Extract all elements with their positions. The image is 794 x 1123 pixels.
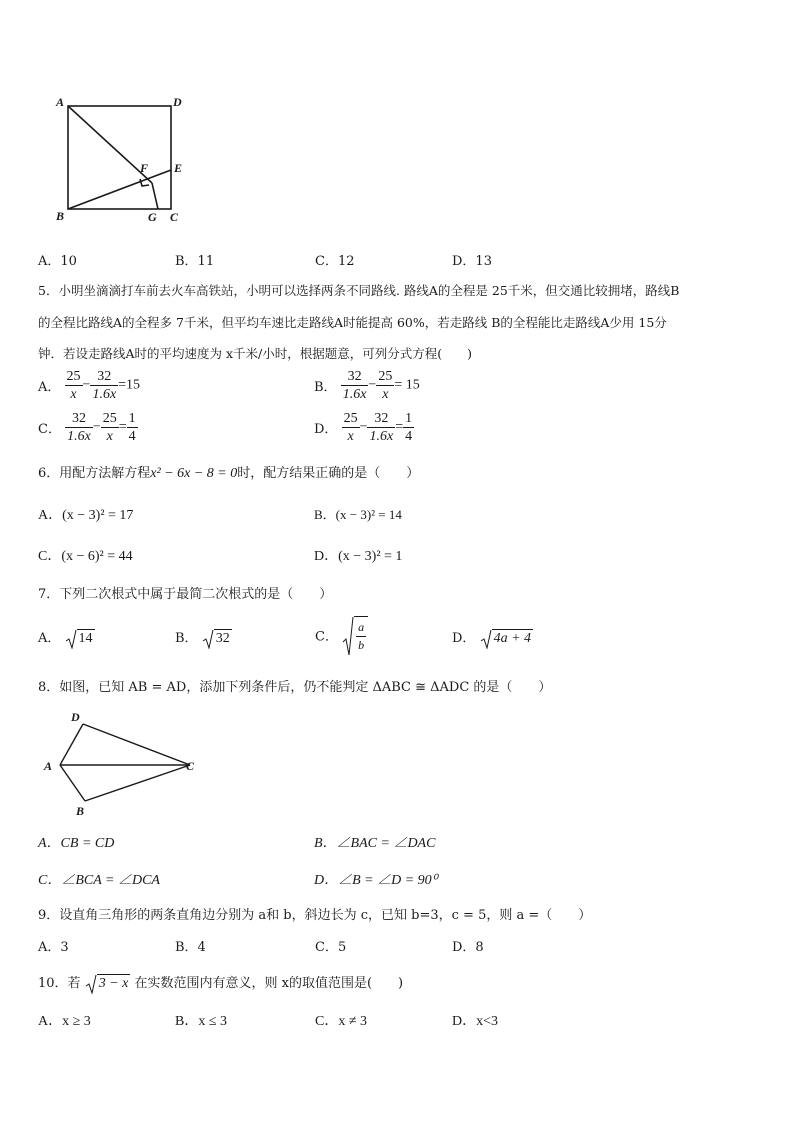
q4-option-d[interactable]: D．13 (452, 254, 492, 269)
q9-option-b[interactable]: B．4 (175, 940, 206, 955)
numerator: 32 (341, 368, 369, 386)
denominator: 1.6x (67, 429, 91, 444)
q4-option-c[interactable]: C．12 (315, 254, 355, 269)
q8-option-d[interactable]: D．∠B = ∠D = 90⁰ (314, 873, 438, 888)
option-letter: A． (38, 631, 61, 646)
q7-option-d[interactable] (452, 627, 533, 647)
sqrt-32 (202, 629, 232, 647)
q10-stem (38, 972, 403, 992)
option-letter: C． (38, 422, 61, 437)
numerator: a (356, 619, 366, 637)
q5-option-d[interactable]: D． $\frac{25}{x}$ − $\frac{32}{1.6x}$ = $\frac{1}{4}$ (314, 411, 413, 444)
denominator: 4 (405, 429, 413, 444)
denominator: 1.6x (342, 387, 367, 402)
option-letter: B． (175, 631, 198, 646)
option-letter: B． (314, 380, 337, 395)
sqrt-3-minus-x (85, 974, 131, 992)
numerator: 32 (90, 368, 118, 386)
q7-option-a[interactable] (38, 627, 95, 647)
q10-stem-tail: 在实数范围内有意义，则 x的取值范围是( ) (134, 976, 404, 991)
radicand: 32 (215, 631, 230, 646)
q8-option-b[interactable]: B．∠BAC = ∠DAC (314, 836, 436, 851)
option-letter: C． (315, 629, 338, 645)
label-A: A (56, 95, 65, 109)
q6-stem-text: 6．用配方法解方程 (38, 466, 151, 481)
label-G: G (148, 210, 157, 224)
denominator: 1.6x (369, 429, 394, 444)
q6-option-b[interactable]: B．(x − 3)² = 14 (314, 507, 402, 522)
q9-option-d[interactable]: D．8 (452, 940, 484, 955)
denominator: x (106, 429, 113, 444)
denominator: x (347, 429, 354, 444)
q5-option-b[interactable]: B． $\frac{32}{1.6x}$ − $\frac{25}{x}$ = 15 (314, 369, 420, 402)
sqrt-4a-plus-4 (480, 629, 533, 647)
q10-option-b[interactable]: B．x ≤ 3 (175, 1014, 228, 1029)
q7-option-c[interactable] (315, 616, 368, 654)
q7-stem: 7．下列二次根式中属于最简二次根式的是（ ） (38, 587, 333, 602)
q5-option-c[interactable]: C． $\frac{32}{1.6x}$ − $\frac{25}{x}$ = $\frac{1}{4}$ (38, 411, 136, 444)
q6-option-a[interactable]: A．(x − 3)² = 17 (38, 508, 134, 523)
radicand: 14 (78, 631, 93, 646)
q9-option-c[interactable]: C．5 (315, 940, 347, 955)
q9-option-a[interactable]: A．3 (38, 940, 69, 955)
q7-option-b[interactable] (175, 627, 232, 647)
q5-stem-line3: 钟．若设走路线A时的平均速度为 x千米/小时，根据题意，可列分式方程( ) (38, 346, 473, 361)
q4-option-b[interactable]: B．11 (175, 254, 215, 269)
q8-option-a[interactable]: A．CB = CD (38, 836, 115, 851)
square-figure (52, 92, 202, 227)
q8-option-c[interactable]: C．∠BCA = ∠DCA (38, 873, 160, 888)
rhs: =15 (118, 377, 141, 393)
numerator: 32 (65, 410, 93, 428)
label-A: A (44, 759, 53, 773)
numerator: 25 (343, 411, 358, 426)
label-D: D (71, 710, 80, 724)
numerator: 25 (66, 369, 81, 384)
q6-equation: x² − 6x − 8 = 0 (150, 466, 238, 481)
label-C: C (170, 210, 179, 224)
label-C: C (186, 759, 195, 773)
q5-stem-line2: 的全程比路线A的全程多 7千米，但平均车速比走路线A时能提高 60%，若走路线 B的全程能比走路线A少用 15分 (38, 315, 667, 330)
radicand: 3 − x (98, 976, 129, 991)
numerator: 1 (128, 411, 136, 426)
label-B: B (56, 209, 65, 223)
q6-stem-tail: 时，配方结果正确的是（ ） (237, 466, 420, 481)
numerator: 32 (367, 410, 395, 428)
denominator: x (70, 387, 77, 402)
radicand: 4a + 4 (493, 631, 532, 646)
q10-option-a[interactable]: A．x ≥ 3 (38, 1014, 91, 1029)
q10-option-c[interactable]: C．x ≠ 3 (315, 1014, 368, 1029)
option-letter: D． (314, 422, 338, 437)
sqrt-14 (65, 629, 95, 647)
numerator: 1 (405, 411, 413, 426)
q9-stem: 9．设直角三角形的两条直角边分别为 a和 b，斜边长为 c，已知 b=3，c = 5，则 a =（ ） (38, 908, 592, 923)
q10-stem-text: 10．若 (38, 976, 81, 991)
option-letter: D． (452, 631, 476, 646)
denominator: 1.6x (92, 387, 117, 402)
label-B: B (76, 804, 85, 818)
q10-option-d[interactable]: D．x<3 (452, 1014, 499, 1029)
q6-option-c[interactable]: C．(x − 6)² = 44 (38, 549, 133, 564)
option-letter: A． (38, 380, 61, 395)
q5-option-a[interactable]: A． $\frac{25}{x}$ − $\frac{32}{1.6x}$ =15 (38, 369, 141, 402)
q8-stem: 8．如图，已知 AB = AD，添加下列条件后，仍不能判定 ΔABC ≅ ΔADC 的是（ ） (38, 680, 552, 695)
numerator: 25 (378, 369, 393, 384)
denominator: b (358, 638, 365, 652)
q6-stem (38, 462, 419, 482)
label-F: F (140, 161, 149, 175)
q4-option-a[interactable]: A．10 (38, 254, 77, 269)
rhs: = 15 (394, 377, 420, 393)
numerator: 25 (102, 411, 117, 426)
q5-stem-line1: 5．小明坐滴滴打车前去火车高铁站，小明可以选择两条不同路线. 路线A的全程是 25千米，但交通比较拥堵，路线B (38, 283, 680, 298)
denominator: 4 (128, 429, 136, 444)
sqrt-fraction (342, 616, 368, 654)
label-E: E (174, 161, 183, 175)
q6-option-d[interactable]: D．(x − 3)² = 1 (314, 549, 403, 564)
kite-figure (40, 708, 210, 818)
label-D: D (173, 95, 182, 109)
denominator: x (382, 387, 389, 402)
